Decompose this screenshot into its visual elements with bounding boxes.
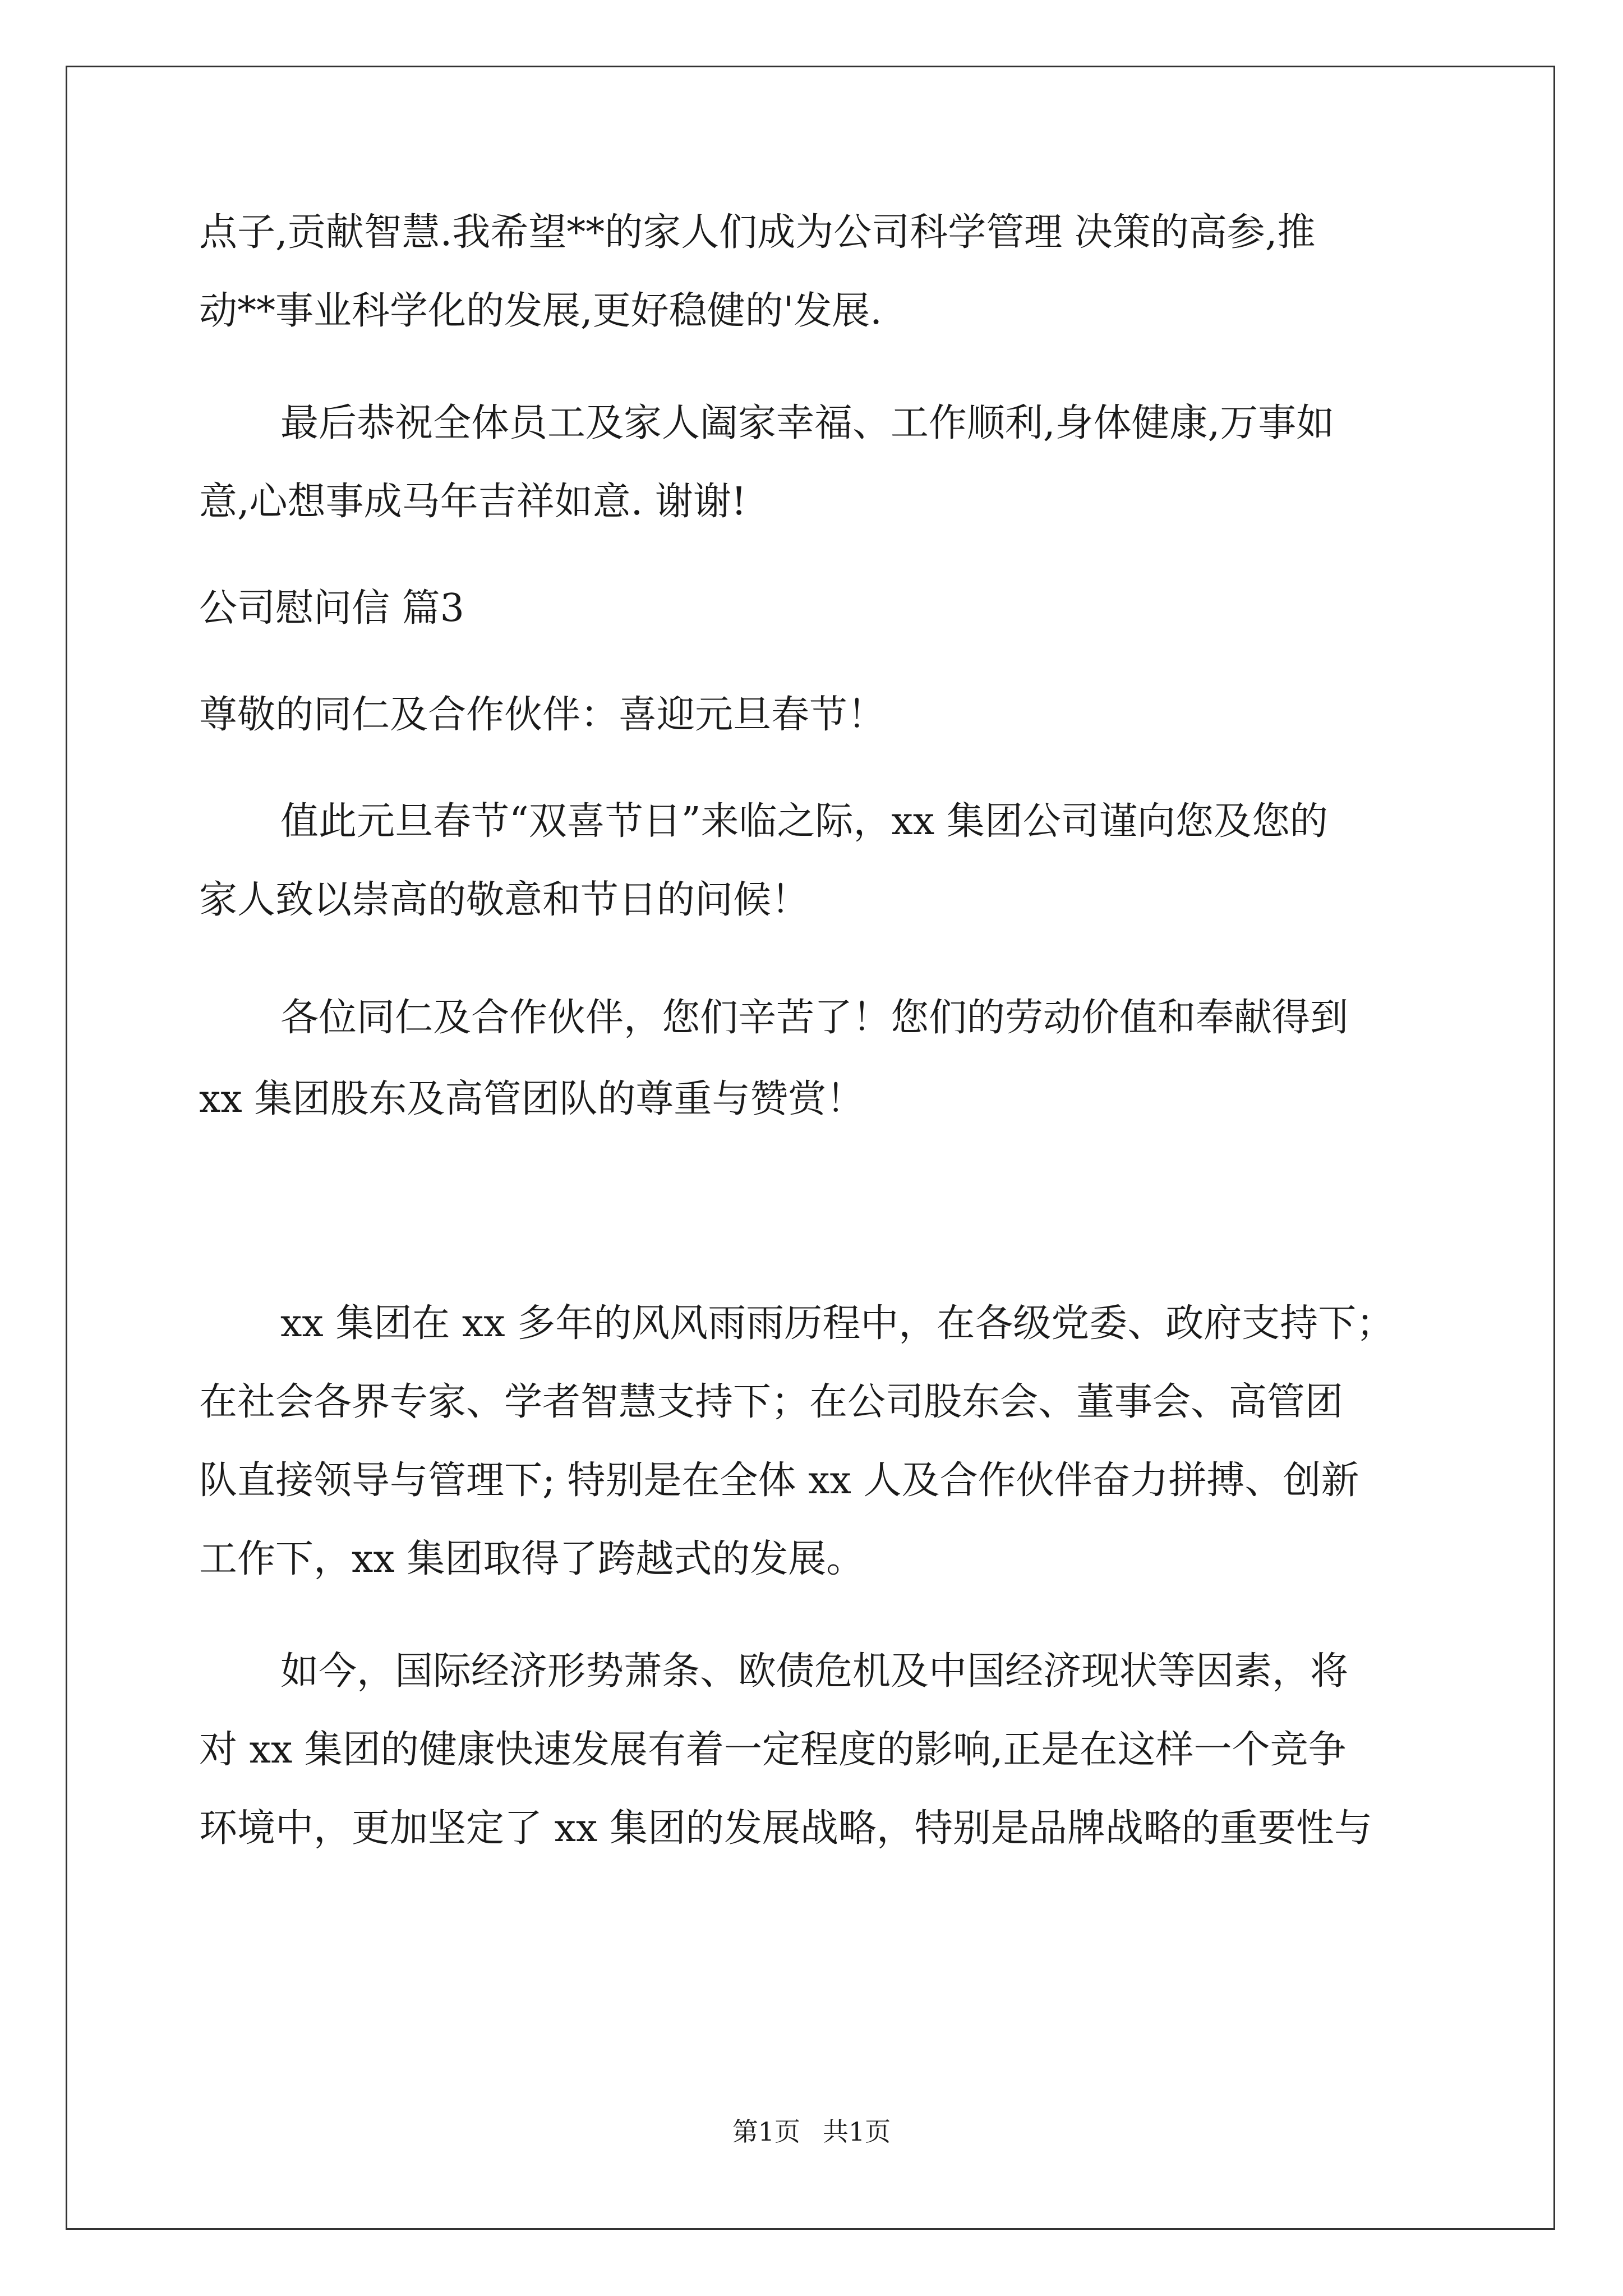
paragraph-line: 队直接领导与管理下; 特别是在全体 xx 人及合作伙伴奋力拼搏、创新 xyxy=(199,1458,1359,1503)
page-footer xyxy=(0,2115,1623,2148)
page-total: 共1页 xyxy=(823,2116,891,2147)
paragraph-line: 家人致以崇高的敬意和节日的问候！ xyxy=(199,878,810,922)
paragraph-line: 工作下，xx 集团取得了跨越式的发展。 xyxy=(199,1537,865,1581)
paragraph-line: 对 xx 集团的健康快速发展有着一定程度的影响,正是在这样一个竞争 xyxy=(199,1728,1347,1772)
paragraph-line: 点子,贡献智慧.我希望**的家人们成为公司科学管理 决策的高参,推 xyxy=(199,210,1316,255)
paragraph-line: 值此元旦春节“双喜节日”来临之际，xx 集团公司谨向您及您的 xyxy=(280,799,1328,844)
page-border xyxy=(66,66,1555,2230)
paragraph-line: 意,心想事成马年吉祥如意. 谢谢! xyxy=(199,480,747,524)
paragraph-line: 环境中，更加坚定了 xx 集团的发展战略，特别是品牌战略的重要性与 xyxy=(199,1806,1372,1851)
salutation: 尊敬的同仁及合作伙伴：喜迎元旦春节！ xyxy=(199,693,886,737)
paragraph-line: 最后恭祝全体员工及家人阖家幸福、工作顺利,身体健康,万事如 xyxy=(280,401,1335,445)
page-number: 第1页 xyxy=(732,2116,800,2147)
paragraph-line: 各位同仁及合作伙伴，您们辛苦了！您们的劳动价值和奉献得到 xyxy=(280,996,1349,1040)
paragraph-line: xx 集团股东及高管团队的尊重与赞赏！ xyxy=(199,1077,865,1121)
paragraph-line: 动**事业科学化的发展,更好稳健的'发展. xyxy=(199,289,882,333)
section-heading: 公司慰问信 篇3 xyxy=(199,586,464,631)
paragraph-line: 如今，国际经济形势萧条、欧债危机及中国经济现状等因素，将 xyxy=(280,1649,1349,1694)
paragraph-line: 在社会各界专家、学者智慧支持下；在公司股东会、董事会、高管团 xyxy=(199,1380,1344,1424)
paragraph-line: xx 集团在 xx 多年的风风雨雨历程中，在各级党委、政府支持下； xyxy=(280,1301,1395,1346)
